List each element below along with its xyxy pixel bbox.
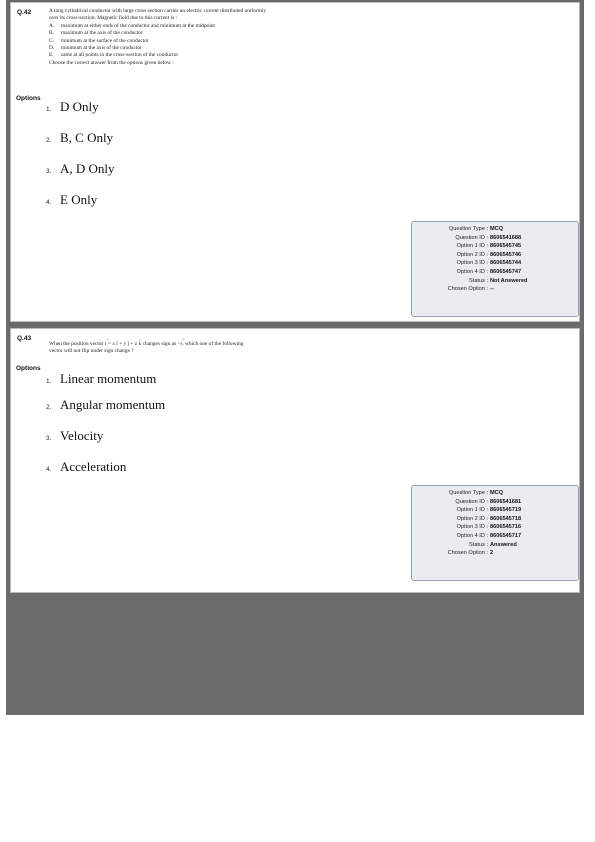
option-number: 1.	[46, 106, 52, 113]
info-row	[412, 515, 578, 524]
option-number: 3.	[46, 168, 52, 175]
info-value: MCQ	[490, 226, 504, 232]
info-row	[412, 541, 578, 550]
info-row	[412, 489, 578, 498]
info-value: 8606545718	[490, 515, 522, 522]
question-text	[49, 337, 244, 356]
info-row	[412, 251, 578, 260]
info-label: Option 1 ID :	[456, 243, 488, 250]
info-row	[412, 225, 578, 234]
info-label: Question ID :	[455, 498, 488, 505]
info-label: Question Type :	[448, 490, 488, 496]
vector-symbol: r	[180, 341, 183, 347]
question-number: Q.43	[17, 335, 32, 342]
statement-key: B.	[49, 30, 54, 37]
option-2[interactable]	[46, 397, 165, 413]
option-number: 2.	[46, 404, 52, 411]
status-value: Not Answered	[490, 277, 528, 284]
info-row	[412, 268, 578, 277]
info-label: Question Type :	[448, 226, 488, 232]
vector-arrow-icon: →	[104, 337, 110, 342]
option-text: Acceleration	[60, 459, 127, 474]
statement-row	[49, 52, 266, 59]
text-fragment: , which one of the following	[182, 341, 244, 347]
info-row	[412, 498, 578, 507]
statement-text: minimum at the axis of the conductor	[61, 45, 142, 52]
option-text: Angular momentum	[60, 397, 166, 412]
option-text: B, C Only	[60, 130, 114, 145]
statement-text: maximum at the axis of the conductor	[61, 30, 143, 37]
question-info-box	[411, 221, 579, 317]
info-value: MCQ	[490, 490, 504, 496]
vector-arrow-icon: →	[180, 337, 186, 342]
info-value: 8606545746	[490, 251, 522, 258]
info-label: Chosen Option :	[447, 286, 488, 293]
statement-key: D.	[49, 45, 55, 52]
info-row	[412, 523, 578, 532]
position-vector-r	[180, 337, 186, 348]
info-label: Question ID :	[455, 234, 488, 241]
info-row	[412, 549, 578, 558]
instruction-text: Choose the correct answer from the options given below :	[49, 59, 174, 66]
statement-row	[49, 38, 266, 45]
info-label: Option 3 ID :	[456, 524, 488, 531]
option-text: Velocity	[60, 428, 104, 443]
info-value: 8606541681	[490, 498, 522, 505]
info-row	[412, 285, 578, 294]
equation-text: = x î + y ĵ + z k̂	[107, 341, 142, 347]
info-row	[412, 277, 578, 286]
option-number: 4.	[46, 199, 52, 206]
chosen-option-value: 2	[490, 550, 494, 557]
option-number: 3.	[46, 435, 52, 442]
info-label: Option 2 ID :	[456, 515, 488, 522]
info-value: 8606545717	[490, 532, 522, 539]
info-row	[412, 506, 578, 515]
info-label: Status :	[469, 541, 488, 548]
option-3[interactable]	[46, 161, 115, 177]
info-label: Status :	[469, 277, 488, 284]
option-number: 4.	[46, 466, 52, 473]
statement-key: E.	[49, 52, 54, 59]
info-value: 8606545744	[490, 260, 522, 267]
info-row	[412, 234, 578, 243]
statement-row	[49, 30, 266, 37]
info-label: Chosen Option :	[447, 550, 488, 557]
info-value: 8606545719	[490, 507, 522, 514]
statement-text: minimum at the surface of the conductor	[61, 37, 149, 44]
option-1[interactable]	[46, 371, 156, 387]
question-card-43	[10, 328, 580, 593]
question-text-line: vector will not flip under sign change ?	[49, 348, 134, 355]
info-label: Option 4 ID :	[456, 268, 488, 275]
info-value: 8606541688	[490, 234, 522, 241]
option-number: 2.	[46, 137, 52, 144]
chosen-option-value: --	[490, 286, 494, 293]
options-label: Options	[16, 95, 41, 102]
info-value: 8606545745	[490, 243, 522, 250]
options-label: Options	[16, 365, 41, 372]
question-text-line: A long cylindrical conductor with large cross section carries an electric current distributed uniformly	[49, 8, 267, 14]
info-value: 8606545716	[490, 524, 522, 531]
option-1[interactable]	[46, 99, 99, 115]
info-label: Option 3 ID :	[456, 260, 488, 267]
option-number: 1.	[46, 378, 52, 385]
option-2[interactable]	[46, 130, 113, 146]
question-info-box	[411, 485, 579, 581]
question-text	[49, 8, 266, 67]
statement-key: C.	[49, 37, 54, 44]
statement-key: A.	[49, 22, 55, 29]
vector-symbol: r	[104, 341, 107, 347]
option-3[interactable]	[46, 428, 103, 444]
option-4[interactable]	[46, 192, 97, 208]
info-value: 8606545747	[490, 268, 522, 275]
status-value: Answered	[490, 541, 517, 548]
question-text-line: over its cross-section. Magnetic field due to this current is :	[49, 15, 177, 22]
text-fragment: When the position vector	[49, 341, 104, 347]
option-4[interactable]	[46, 459, 126, 475]
info-row	[412, 242, 578, 251]
option-text: E Only	[60, 192, 98, 207]
option-text: A, D Only	[60, 161, 115, 176]
question-card-42	[10, 2, 580, 322]
position-vector-r	[104, 337, 110, 348]
info-label: Option 2 ID :	[456, 251, 488, 258]
info-label: Option 4 ID :	[456, 532, 488, 539]
info-row	[412, 259, 578, 268]
question-number: Q.42	[17, 9, 32, 16]
info-label: Option 1 ID :	[456, 507, 488, 514]
option-text: D Only	[60, 99, 99, 114]
info-row	[412, 532, 578, 541]
statement-text: maximum at either ends of the conductor and minimum at the midpoint	[61, 22, 216, 29]
statement-text: same at all points in the cross-section of the conductor	[61, 52, 179, 59]
text-fragment: changes sign as −	[142, 341, 181, 347]
option-text: Linear momentum	[60, 371, 157, 386]
